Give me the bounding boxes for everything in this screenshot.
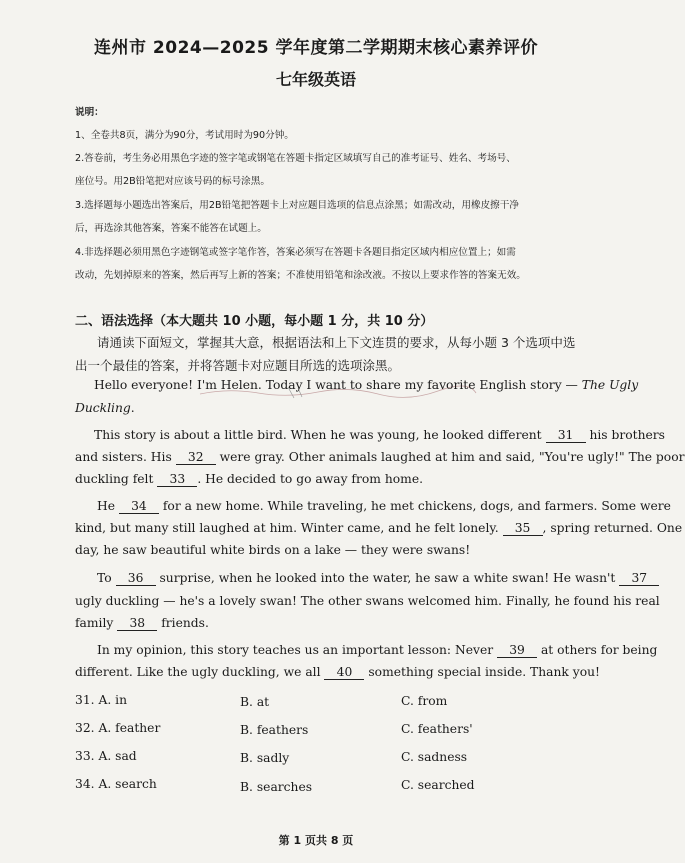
note-4a: 4.非选择题必须用黑色字迹钢笔或签字笔作答，答案必须写在答题卡各题目指定区域内相应位置上；如需 (75, 247, 516, 258)
note-4b: 改动，先划掉原来的答案，然后再写上新的答案；不准使用铅笔和涂改液。不按以上要求作答的答案无效。 (75, 270, 526, 281)
page-number: 第 1 页共 8 页 (278, 834, 354, 847)
passage-p4-line1: To 36 surprise, when he looked into the water, he saw a white swan! He wasn't 37 (97, 571, 659, 586)
passage-p5-line2: different. Like the ugly duckling, we all 40 something special inside. Thank you! (75, 665, 600, 679)
option-32-c: C. feathers' (401, 722, 473, 736)
passage-p4-line2: ugly duckling — he's a lovely swan! The other swans welcomed him. Finally, he found his real (75, 594, 660, 608)
blank-32: 32 (176, 450, 216, 465)
option-34-b: B. searches (240, 780, 313, 794)
passage-p3-line1: He 34 for a new home. While traveling, he met chickens, dogs, and farmers. Some were (97, 499, 671, 513)
option-31-a: 31. A. in (75, 693, 128, 707)
passage-p2-line3: duckling felt 33 . He decided to go away from home. (75, 472, 424, 486)
blank-38: 38 (117, 616, 157, 631)
option-31-b: B. at (240, 695, 270, 709)
passage-p4-line3: family 38 friends. (75, 616, 209, 630)
passage-line-1: Hello everyone! I'm Helen. Today I want to share my favorite English story — The Ugly (94, 378, 639, 392)
option-33-b: B. sadly (240, 751, 290, 765)
instruction-line-1: 请通读下面短文，掌握其大意，根据语法和上下文连贯的要求，从每小题 3 个选项中选 (97, 335, 576, 350)
blank-37: 37 (619, 571, 659, 586)
option-31-c: C. from (401, 694, 448, 708)
blank-36: 36 (116, 571, 156, 586)
note-3a: 3.选择题每小题选出答案后，用2B铅笔把答题卡上对应题目选项的信息点涂黑；如需改动，用橡皮擦干净 (75, 200, 519, 211)
blank-31: 31 (546, 428, 586, 443)
blank-39: 39 (497, 643, 537, 658)
blank-34: 34 (119, 499, 159, 514)
passage-p2-line2: and sisters. His 32 were gray. Other animals laughed at him and said, "You're ugly!" The poor (75, 450, 685, 464)
note-1: 1、全卷共8页，满分为90分，考试用时为90分钟。 (75, 130, 294, 141)
note-2b: 座位号。用2B铅笔把对应该号码的标号涂黑。 (75, 176, 270, 187)
passage-p2-line1: This story is about a little bird. When he was young, he looked different 31 his brothers (94, 428, 665, 442)
option-33-c: C. sadness (401, 750, 468, 764)
option-32-a: 32. A. feather (75, 721, 161, 735)
story-title-part1: The Ugly (581, 378, 639, 392)
exam-subject: 七年级英语 (275, 70, 356, 89)
notes-label: 说明： (75, 107, 104, 118)
passage-line-2: Duckling. (75, 401, 135, 415)
blank-40: 40 (324, 665, 364, 680)
blank-33: 33 (157, 472, 197, 487)
blank-35: 35 (503, 521, 543, 536)
instruction-line-2: 出一个最佳的答案，并将答题卡对应题目所选的选项涂黑。 (75, 358, 401, 373)
option-34-c: C. searched (401, 778, 475, 792)
section-title: 二、语法选择（本大题共 10 小题，每小题 1 分，共 10 分） (75, 314, 434, 329)
note-2a: 2.答卷前，考生务必用黑色字迹的签字笔或钢笔在答题卡指定区域填写自己的准考证号、姓名、考场号、 (75, 153, 516, 164)
note-3b: 后，再选涂其他答案，答案不能答在试题上。 (75, 223, 267, 234)
option-34-a: 34. A. search (75, 777, 157, 791)
exam-title: 连州市 2024—2025 学年度第二学期期末核心素养评价 (94, 38, 538, 58)
option-32-b: B. feathers (240, 723, 309, 737)
passage-p5-line1: In my opinion, this story teaches us an important lesson: Never 39 at others for being (97, 643, 658, 657)
passage-p3-line3: day, he saw beautiful white birds on a lake — they were swans! (75, 543, 471, 557)
story-title-part2: Duckling (75, 401, 131, 415)
passage-p3-line2: kind, but many still laughed at him. Winter came, and he felt lonely. 35 , spring returned. One (75, 521, 683, 535)
option-33-a: 33. A. sad (75, 749, 137, 763)
